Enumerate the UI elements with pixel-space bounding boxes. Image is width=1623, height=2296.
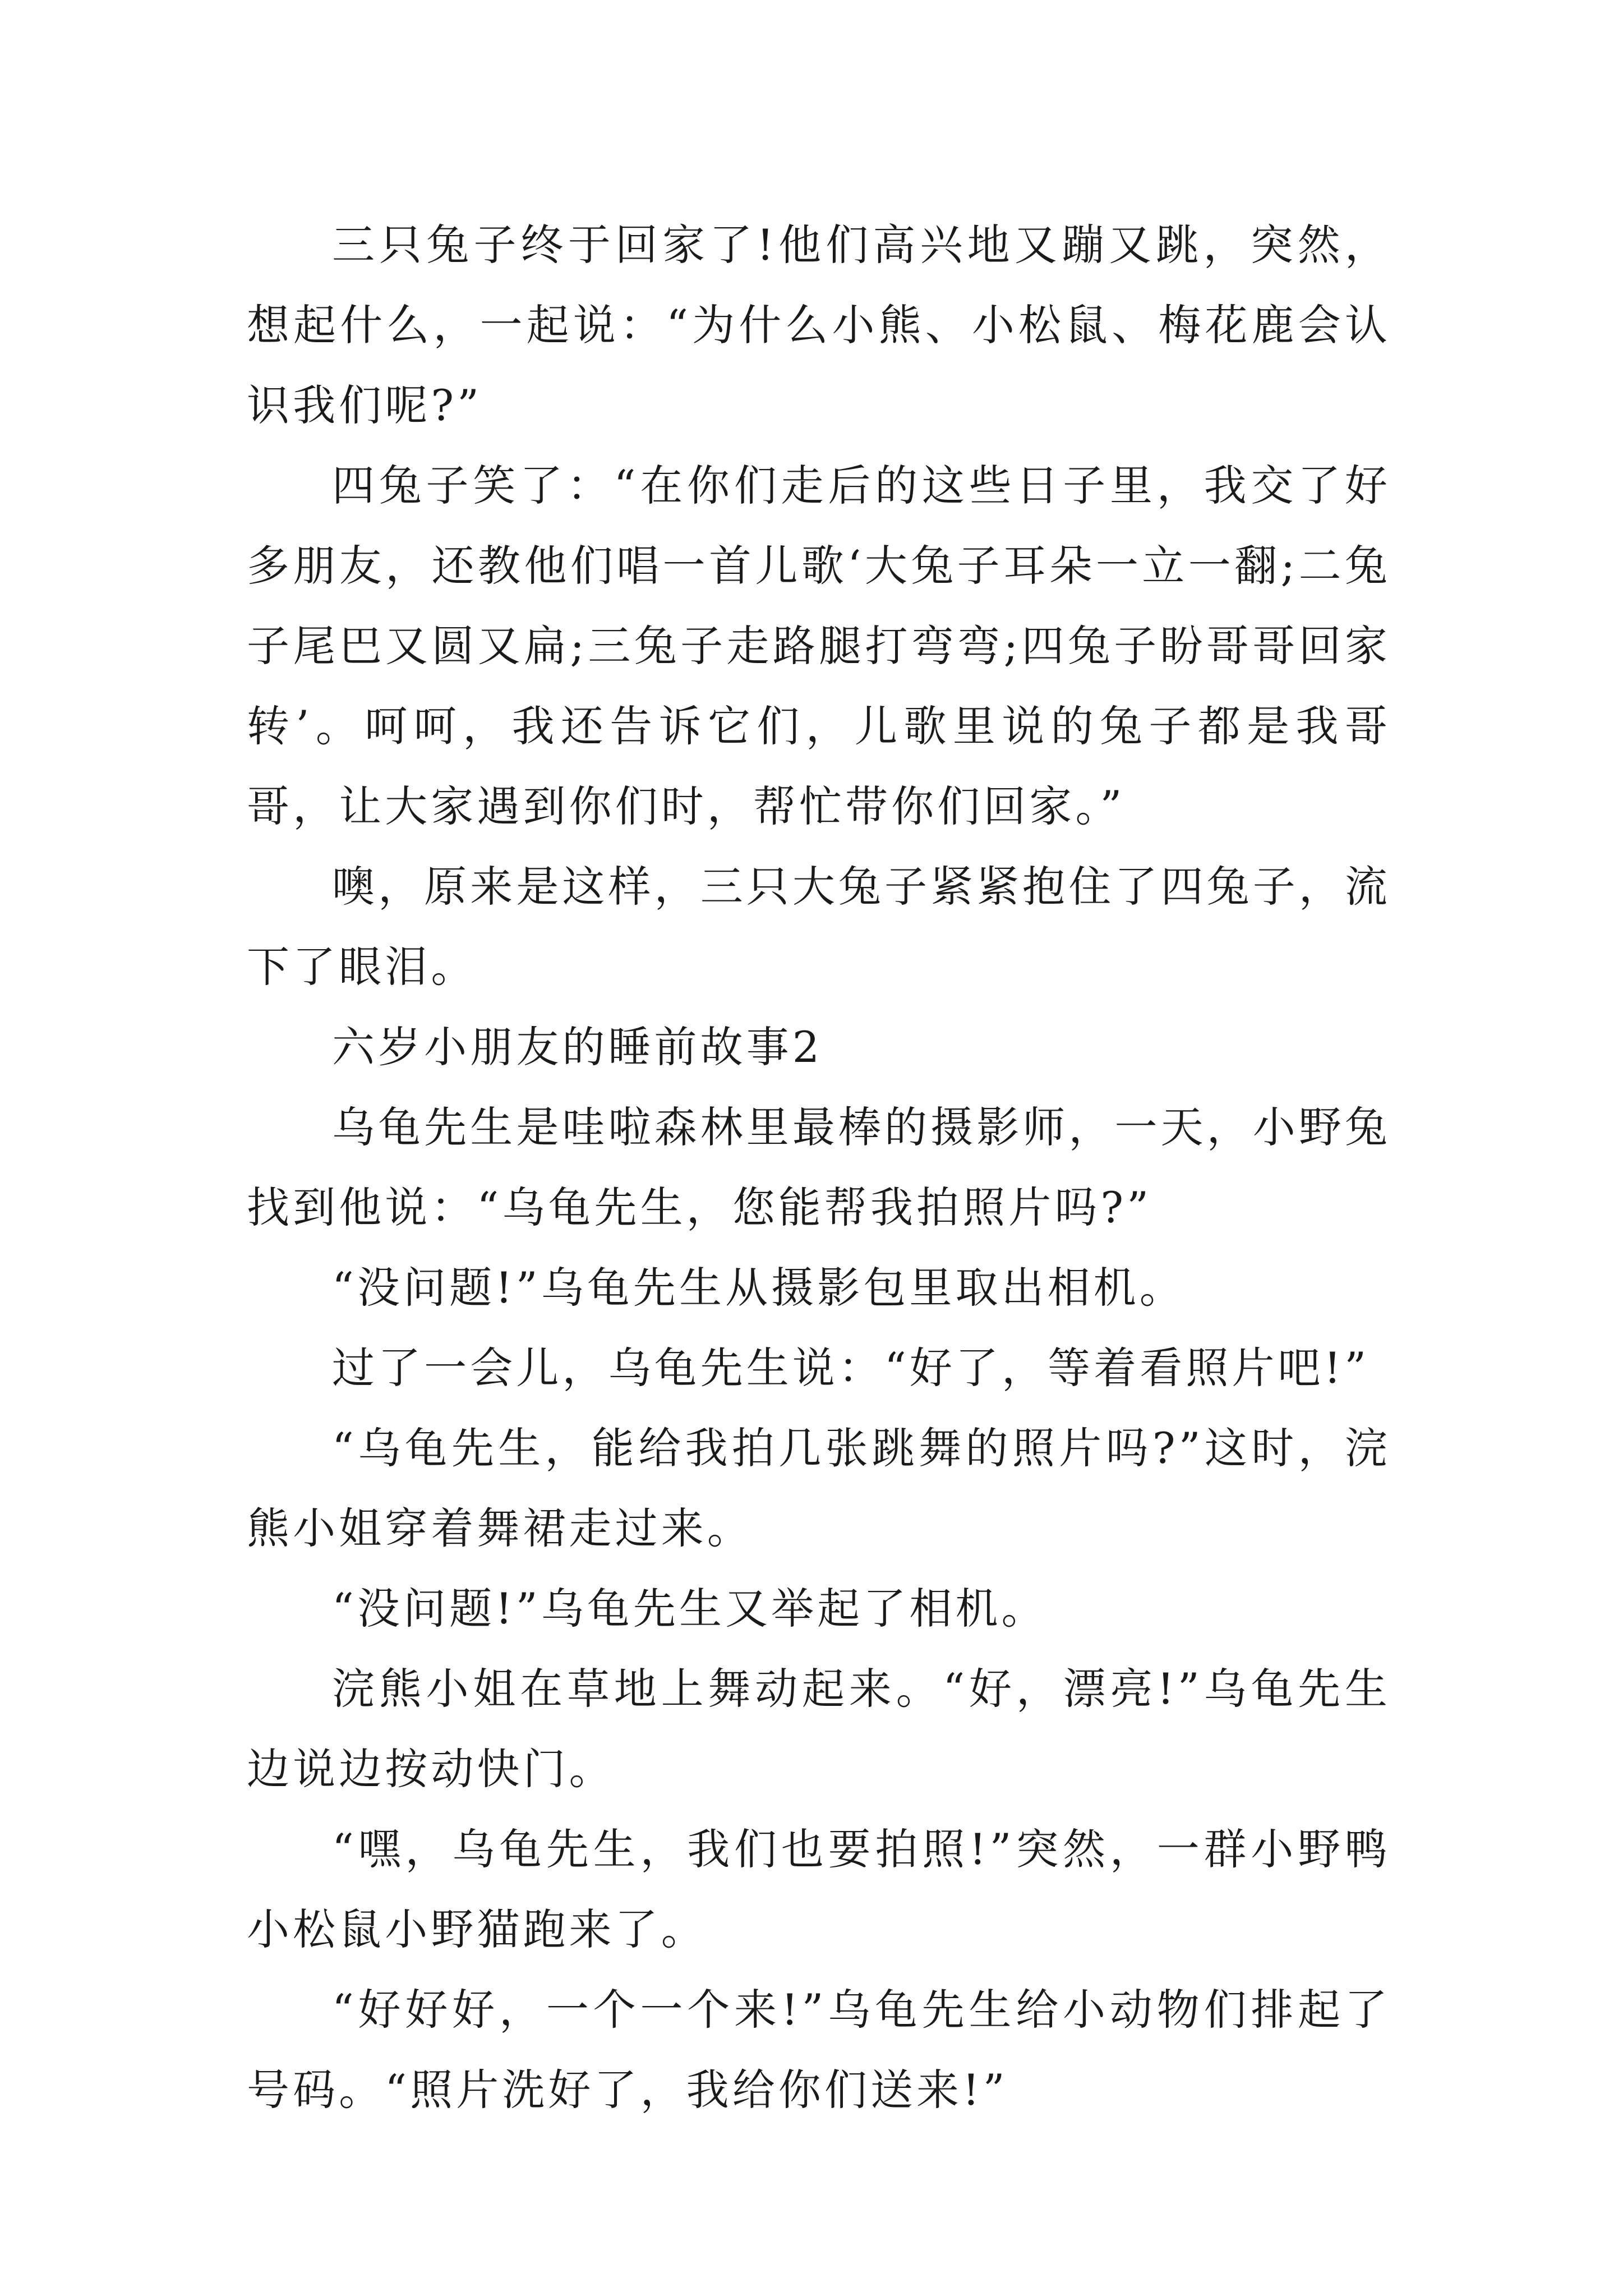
paragraph: 乌龟先生是哇啦森林里最棒的摄影师，一天，小野兔找到他说：“乌龟先生，您能帮我拍照片吗?” [247, 1102, 1391, 1232]
paragraph: “乌龟先生，能给我拍几张跳舞的照片吗?”这时，浣熊小姐穿着舞裙走过来。 [247, 1423, 1391, 1553]
paragraph: “没问题!”乌龟先生从摄影包里取出相机。 [332, 1263, 1186, 1313]
paragraph: 三只兔子终于回家了!他们高兴地又蹦又跳，突然，想起什么，一起说：“为什么小熊、小松鼠、梅花鹿会认识我们呢?” [247, 220, 1391, 430]
paragraph: 浣熊小姐在草地上舞动起来。“好，漂亮!”乌龟先生边说边按动快门。 [247, 1664, 1391, 1794]
document-body [247, 205, 1391, 2130]
paragraph: “好好好，一个一个来!”乌龟先生给小动物们排起了号码。“照片洗好了，我给你们送来!” [247, 1985, 1391, 2115]
story-title: 六岁小朋友的睡前故事2 [332, 1022, 823, 1072]
paragraph: 四兔子笑了：“在你们走后的这些日子里，我交了好多朋友，还教他们唱一首儿歌‘大兔子耳朵一立一翻;二兔子尾巴又圆又扁;三兔子走路腿打弯弯;四兔子盼哥哥回家转’。呵呵，我还告诉它们，儿歌里说的兔子都是我哥哥，让大家遇到你们时，帮忙带你们回家。” [247, 461, 1391, 831]
paragraph: “没问题!”乌龟先生又举起了相机。 [332, 1584, 1048, 1634]
paragraph: “嘿，乌龟先生，我们也要拍照!”突然，一群小野鸭小松鼠小野猫跑来了。 [247, 1824, 1391, 1954]
paragraph: 噢，原来是这样，三只大兔子紧紧抱住了四兔子，流下了眼泪。 [247, 862, 1391, 992]
paragraph: 过了一会儿，乌龟先生说：“好了，等着看照片吧!” [332, 1343, 1370, 1393]
